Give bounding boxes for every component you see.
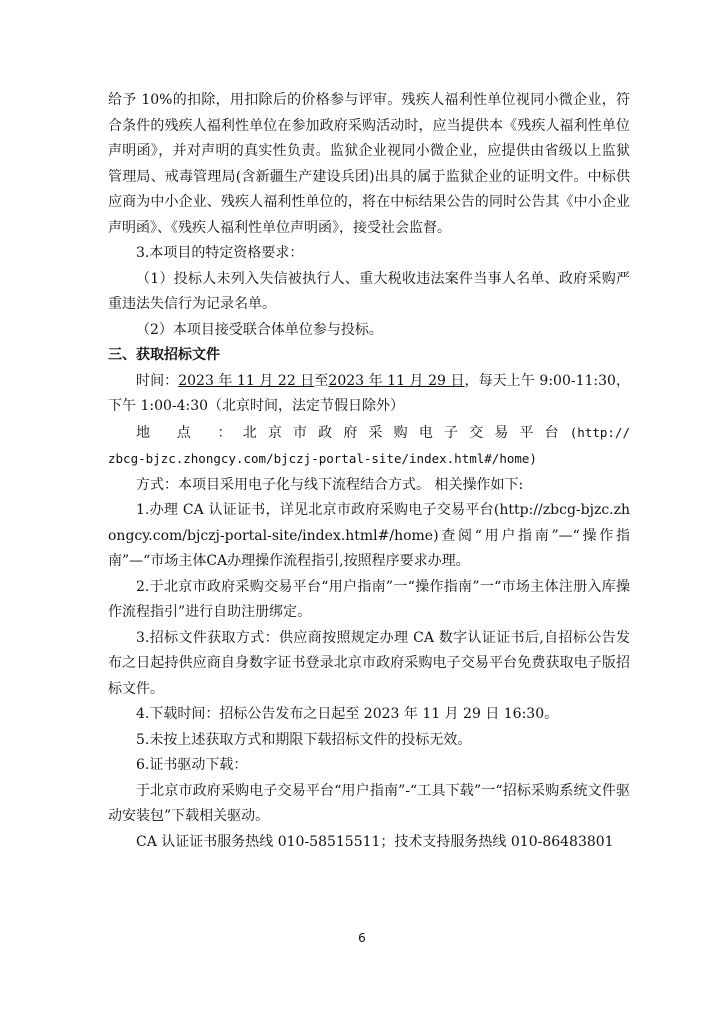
paragraph-step-6-detail: 于北京市政府采购电子交易平台“用户指南”-“工具下载”一“招标采购系统文件驱动安装包”下载相关驱动。 (108, 782, 630, 824)
paragraph-location (108, 420, 630, 473)
paragraph-step-2: 2.于北京市政府采购交易平台“用户指南”一“操作指南”一“市场主体注册入库操作流程指引”进行自助注册绑定。 (108, 578, 630, 620)
paragraph-qualification-1: （1）投标人未列入失信被执行人、重大税收违法案件当事人名单、政府采购严重违法失信行为记录名单。 (108, 270, 630, 312)
document-body (108, 88, 630, 855)
time-to: 至 (314, 372, 329, 389)
time-label: 时间： (136, 372, 179, 389)
location-url: (http://zbcg-bjzc.zhongcy.com/bjczj-portal-site/index.html#/home) (108, 424, 630, 466)
paragraph-step-1: 1.办理 CA 认证证书，详见北京市政府采购电子交易平台(http://zbcg-bjzc.zhongcy.com/bjczj-portal-site/index.html#/home)查阅“用户指南”—“操作指南”—“市场主体CA办理操作流程指引,按照程序要求办理。 (108, 502, 630, 569)
paragraph-discount-policy: 给予 10%的扣除，用扣除后的价格参与评审。残疾人福利性单位视同小微企业，符合条件的残疾人福利性单位在参加政府采购活动时，应当提供本《残疾人福利性单位声明函》，并对声明的真实性负责。监狱企业视同小微企业，应提供由省级以上监狱管理局、戒毒管理局(含新疆生产建设兵团)出具的属于监狱企业的证明文件。中标供应商为中小企业、残疾人福利性单位的，将在中标结果公告的同时公告其《中小企业声明函》、《残疾人福利性单位声明函》，接受社会监督。 (108, 92, 630, 236)
page-number: 6 (358, 931, 366, 945)
time-rest: ，每天上午 9:00-11:30，下午 1:00-4:30（北京时间，法定节假日除外） (108, 372, 631, 414)
paragraph-step-3: 3.招标文件获取方式：供应商按照规定办理 CA 数字认证证书后,自招标公告发布之日起持供应商自身数字证书登录北京市政府采购电子交易平台免费获取电子版招标文件。 (108, 629, 630, 697)
paragraph-qualification-2: （2）本项目接受联合体单位参与投标。 (136, 321, 383, 338)
section-heading-obtain-documents: 三、获取招标文件 (108, 347, 220, 363)
paragraph-time (108, 369, 630, 420)
paragraph-qualification-title: 3.本项目的特定资格要求： (136, 245, 304, 261)
time-end-date: 2023 年 11 月 29 日 (328, 372, 465, 389)
paragraph-step-4: 4.下载时间：招标公告发布之日起至 2023 年 11 月 29 日 16:30。 (136, 706, 559, 722)
paragraph-step-6: 6.证书驱动下载： (136, 757, 248, 773)
location-label: 地 点 ： (136, 424, 243, 441)
time-start-date: 2023 年 11 月 22 日 (178, 372, 315, 389)
location-platform-name: 北京市政府采购电子交易平台 (242, 424, 570, 441)
paragraph-step-5: 5.未按上述获取方式和期限下载招标文件的投标无效。 (136, 731, 472, 748)
paragraph-method: 方式：本项目采用电子化与线下流程结合方式。 相关操作如下: (136, 476, 524, 493)
paragraph-hotline: CA 认证证书服务热线 010-58515511；技术支持服务热线 010-86483801 (136, 833, 614, 850)
